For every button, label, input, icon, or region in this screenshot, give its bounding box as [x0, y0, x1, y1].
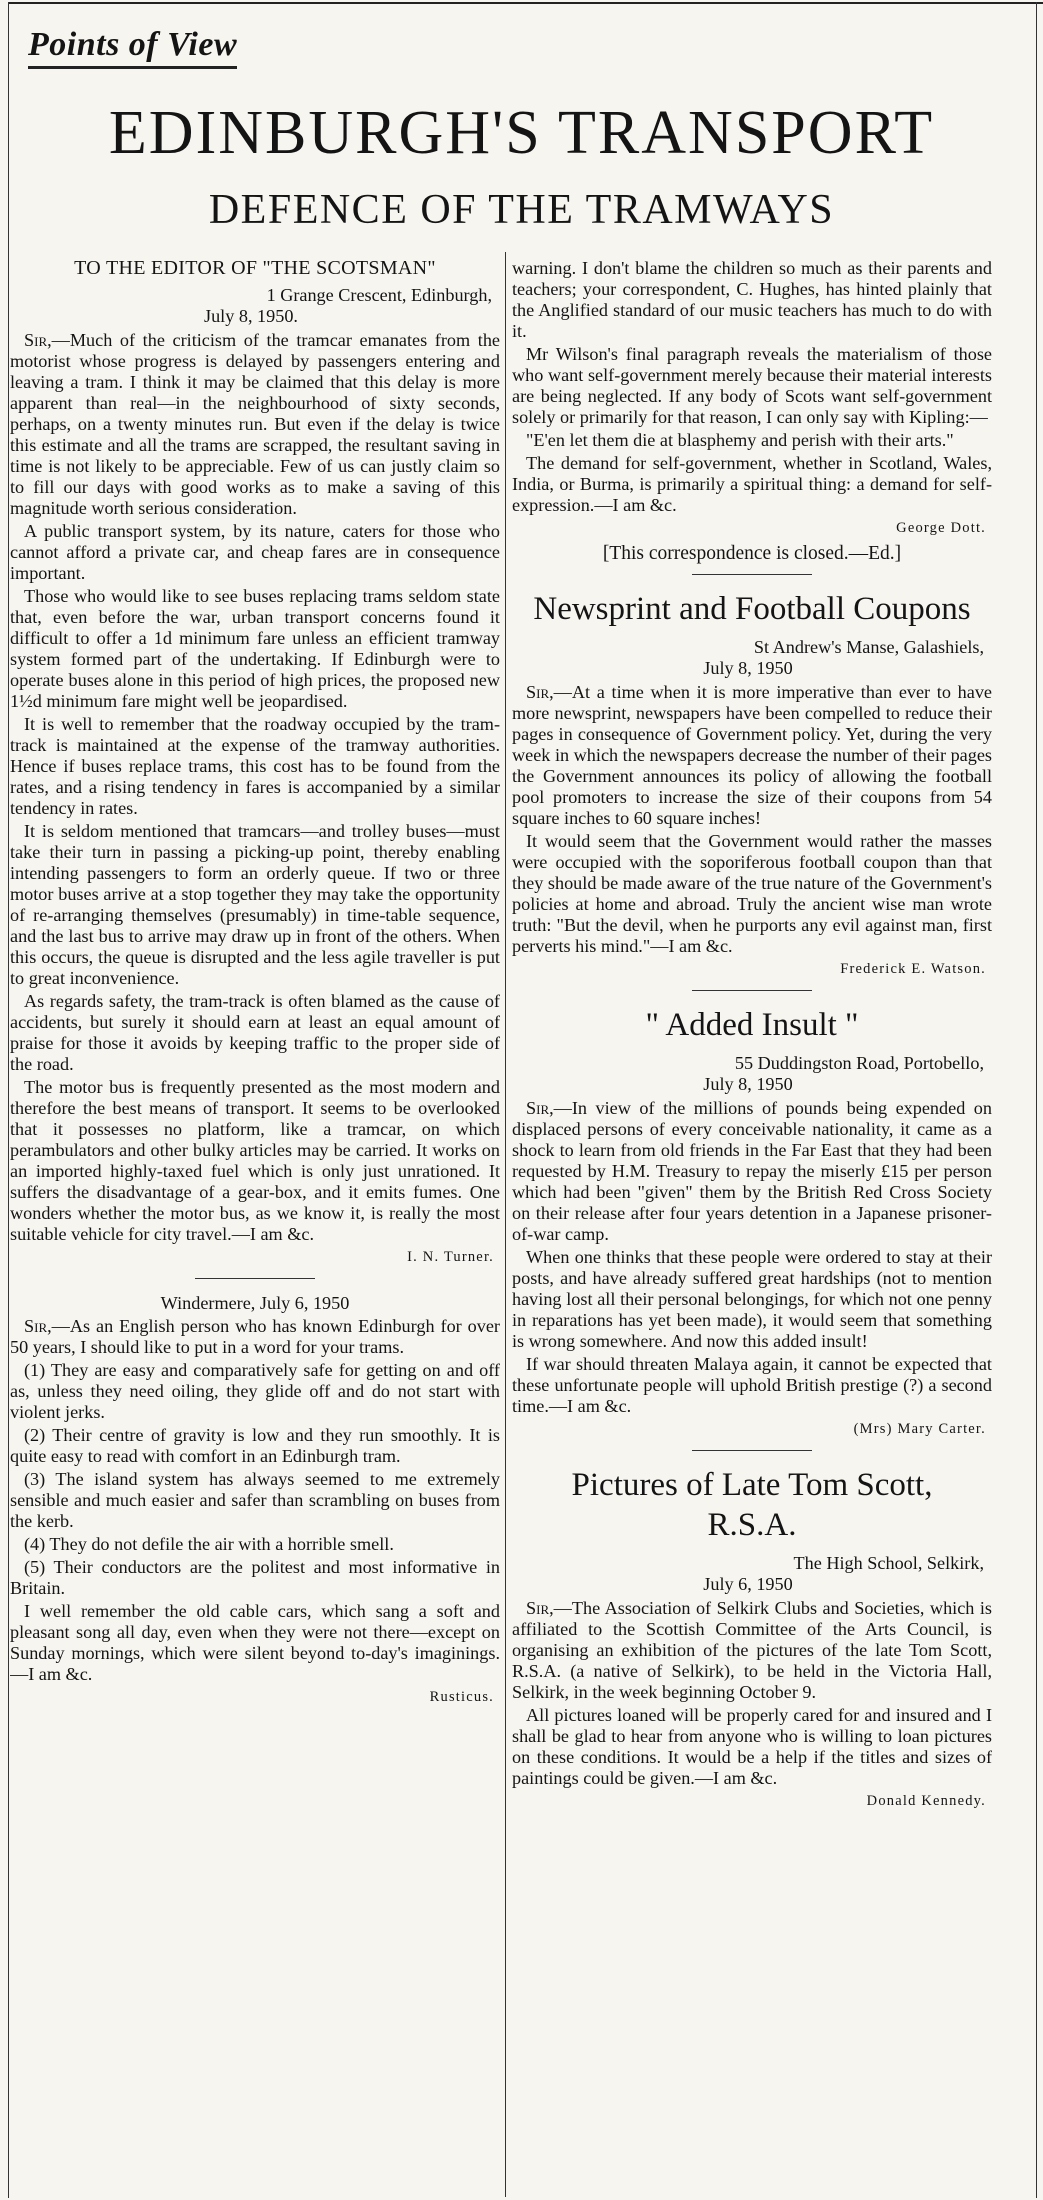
letter-signature: Donald Kennedy. — [866, 1793, 986, 1809]
salutation: Sir, — [526, 682, 554, 702]
letter-paragraph: When one thinks that these people were ordered to stay at their posts, and have already suffered great hardships (not to mention having lost all their personal belongings, for which not one penny in reparations has yet been made), it would seem that something is wrong somewhere. And now this added insult! — [512, 1247, 992, 1351]
left-border — [8, 2, 9, 2198]
address-text: 55 Duddingston Road, Portobello, — [734, 1053, 984, 1073]
letter-heading: Newsprint and Football Coupons — [533, 591, 971, 627]
letter-signature: I. N. Turner. — [407, 1249, 494, 1265]
right-border — [1036, 2, 1037, 2198]
salutation: Sir, — [526, 1098, 554, 1118]
separator-rule — [692, 1450, 812, 1451]
letter-heading: Pictures of Late Tom Scott, — [571, 1467, 933, 1503]
salutation: Sir, — [24, 330, 52, 350]
separator-rule — [692, 574, 812, 575]
letter-address — [512, 1553, 992, 1595]
letter-turner — [10, 285, 500, 1268]
letter-dott-continued — [512, 258, 992, 564]
paragraph-text: —The Association of Selkirk Clubs and Societies, which is affiliated to the Scottish Committee of the Arts Council, is organising an exhibition of the pictures of the late Tom Scott, R.S.A. (a native of Selkirk), to be held in the Victoria Hall, Selkirk, in the week beginning October 9. — [512, 1598, 992, 1702]
letter-address — [512, 1053, 992, 1095]
letter-signature: George Dott. — [896, 520, 986, 536]
letter-paragraph: As regards safety, the tram-track is often blamed as the cause of accidents, but surely it should earn at least an equal amount of praise for those it avoids by keeping traffic to the proper side of the road. — [10, 991, 500, 1074]
letter-signature: Rusticus. — [429, 1689, 494, 1705]
letter-address — [512, 637, 992, 679]
letter-paragraph — [10, 330, 500, 519]
letter-signature: (Mrs) Mary Carter. — [853, 1421, 986, 1437]
letter-newsprint — [512, 589, 992, 980]
paragraph-text: —In view of the millions of pounds being expended on displaced persons of every conceivable nationality, it came as a shock to learn from old friends in the Far East that they had been requested by H.M. Treasury to repay the miserly £15 per person which had been "given" them by the British Red Cross Society on their release after four years detention in a Japanese prisoner-of-war camp. — [512, 1098, 992, 1244]
kipling-quote: "E'en let them die at blasphemy and perish with their arts." — [526, 430, 954, 450]
letter-paragraph: Those who would like to see buses replacing trams seldom state that, even before the war, urban transport concerns found it difficult to offer a 1d minimum fare unless an efficient tramway system formed part of the undertaking. If Edinburgh were to operate buses alone in this period of high prices, the proposed new 1½d minimum fare might well be jeopardised. — [10, 586, 500, 711]
letter-paragraph: All pictures loaned will be properly cared for and insured and I shall be glad to hear from anyone who is willing to loan pictures on these conditions. It would be a help if the titles and sizes of paintings could be given.—I am &c. — [512, 1705, 992, 1788]
letter-rusticus — [10, 1293, 500, 1708]
address-text: St Andrew's Manse, Galashiels, — [753, 637, 984, 657]
letter-paragraph — [512, 682, 992, 829]
letter-heading-line2: R.S.A. — [707, 1507, 797, 1543]
separator-rule — [692, 990, 812, 991]
letter-heading: " Added Insult " — [645, 1007, 859, 1043]
letter-paragraph: (1) They are easy and comparatively safe for getting on and off as, unless they need oiling, they glide off and do not start with violent jerks. — [10, 1360, 500, 1422]
letter-signature: Frederick E. Watson. — [840, 961, 986, 977]
subheadline: DEFENCE OF THE TRAMWAYS — [208, 187, 835, 233]
address-text: The High School, Selkirk, — [793, 1553, 984, 1573]
letter-paragraph: If war should threaten Malaya again, it cannot be expected that these unfortunate people will uphold British prestige (?) a second time.—I am &c. — [512, 1354, 992, 1416]
letter-date: July 6, 1950 — [703, 1574, 793, 1594]
paragraph-text: —As an English person who has known Edinburgh for over 50 years, I should like to put in a word for your trams. — [10, 1316, 500, 1357]
column-divider — [505, 252, 506, 2197]
letter-tom-scott — [512, 1465, 992, 1812]
letter-paragraph: (3) The island system has always seemed to me extremely sensible and much easier and safer than scrambling on buses from the kerb. — [10, 1469, 500, 1531]
letter-paragraph: It would seem that the Government would rather the masses were occupied with the soporiferous football coupon than that they should be made aware of the true nature of the Government's policies at home and abroad. Truly the ancient wise man wrote truth: "But the devil, when he purports any evil against man, first perverts his mind."—I am &c. — [512, 831, 992, 956]
letter-paragraph: It is well to remember that the roadway occupied by the tram-track is maintained at the expense of the tramway authorities. Hence if buses replace trams, this cost has to be found from the rates, and a rising tendency in fares is accompanied by a similar tendency in rates. — [10, 714, 500, 818]
letter-date: July 8, 1950. — [204, 306, 298, 326]
address-text: 1 Grange Crescent, Edinburgh, — [266, 285, 492, 305]
editor-note: [This correspondence is closed.—Ed.] — [602, 543, 902, 564]
right-column — [512, 258, 992, 2193]
letter-paragraph — [512, 1598, 992, 1703]
letter-paragraph: It is seldom mentioned that tramcars—and trolley buses—must take their turn in passing a picking-up point, thereby enabling intending passengers to form an orderly queue. If two or three motor buses arrive at a stop together they may take the opportunity of re-arranging themselves (presumably) in time-table sequence, and the last bus to arrive may draw up in front of the others. When this occurs, the queue is disrupted and the less agile traveller is put to great inconvenience. — [10, 821, 500, 988]
letter-paragraph: The motor bus is frequently presented as the most modern and therefore the best means of transport. It seems to be overlooked that it possesses no platform, like a tramcar, on which perambulators and other bulky articles may be carried. It works on an imported highly-taxed fuel which is only just unrationed. It suffers the disadvantage of a gear-box, and it emits fumes. One wonders whether the motor bus, as we know it, is really the most suitable vehicle for city travel.—I am &c. — [10, 1077, 500, 1244]
letter-paragraph: I well remember the old cable cars, which sang a soft and pleasant song all day, even when they were not there—except on Sunday mornings, which were silent beyond to-day's imaginings.—I am &c. — [10, 1601, 500, 1684]
letter-paragraph: (4) They do not defile the air with a horrible smell. — [24, 1534, 394, 1554]
paragraph-text: —At a time when it is more imperative than ever to have more newsprint, newspapers have been compelled to reduce their pages in consequence of Government policy. Yet, during the very week in which the newspapers decrease the number of their pages the Government announces its policy of allowing the football pool promoters to increase the size of their coupons from 54 square inches to 60 square inches! — [512, 682, 992, 828]
letter-address — [10, 285, 500, 327]
letter-paragraph: Mr Wilson's final paragraph reveals the materialism of those who want self-government merely because their material interests are being neglected. If any body of Scots want self-government solely or primarily for that reason, I can only say with Kipling:— — [512, 344, 992, 427]
letter-date: July 8, 1950 — [703, 1074, 793, 1094]
letter-paragraph: (2) Their centre of gravity is low and they run smoothly. It is quite easy to read with comfort in an Edinburgh tram. — [10, 1425, 500, 1466]
letter-paragraph: A public transport system, by its nature, caters for those who cannot afford a private car, and cheap fares are in consequence important. — [10, 521, 500, 583]
letter-paragraph: (5) Their conductors are the politest and most informative in Britain. — [10, 1557, 500, 1598]
separator-rule — [195, 1278, 315, 1279]
salutation: Sir, — [526, 1598, 554, 1618]
top-rule — [8, 2, 1043, 4]
headline: EDINBURGH'S TRANSPORT — [108, 99, 935, 167]
paragraph-text: —Much of the criticism of the tramcar emanates from the motorist whose progress is delayed by passengers entering and leaving a tram. I think it may be claimed that this delay is more apparent than real—in the neighbourhood of sixty seconds, perhaps, on a twenty minutes run. But even if the delay is twice this estimate and all the trams are scrapped, the resultant saving in time is not likely to be appreciable. Few of us can justly claim so to fill our days with good works as to make a saving of this magnitude worth serious consideration. — [10, 330, 500, 518]
letter-paragraph — [512, 1098, 992, 1245]
letter-date: July 8, 1950 — [703, 658, 793, 678]
to-editor-line: TO THE EDITOR OF "THE SCOTSMAN" — [74, 258, 436, 279]
letter-paragraph — [10, 1316, 500, 1358]
letter-paragraph: warning. I don't blame the children so much as their parents and teachers; your correspondent, C. Hughes, has hinted plainly that the Anglified standard of our music teachers has much to do with it. — [512, 258, 992, 341]
letter-paragraph: The demand for self-government, whether in Scotland, Wales, India, or Burma, is primarily a spiritual thing: a demand for self-expression.—I am &c. — [512, 453, 992, 515]
section-label: Points of View — [28, 26, 237, 69]
letter-place-date: Windermere, July 6, 1950 — [160, 1293, 350, 1313]
letter-added-insult — [512, 1005, 992, 1440]
salutation: Sir, — [24, 1316, 52, 1336]
left-column — [10, 258, 500, 2193]
